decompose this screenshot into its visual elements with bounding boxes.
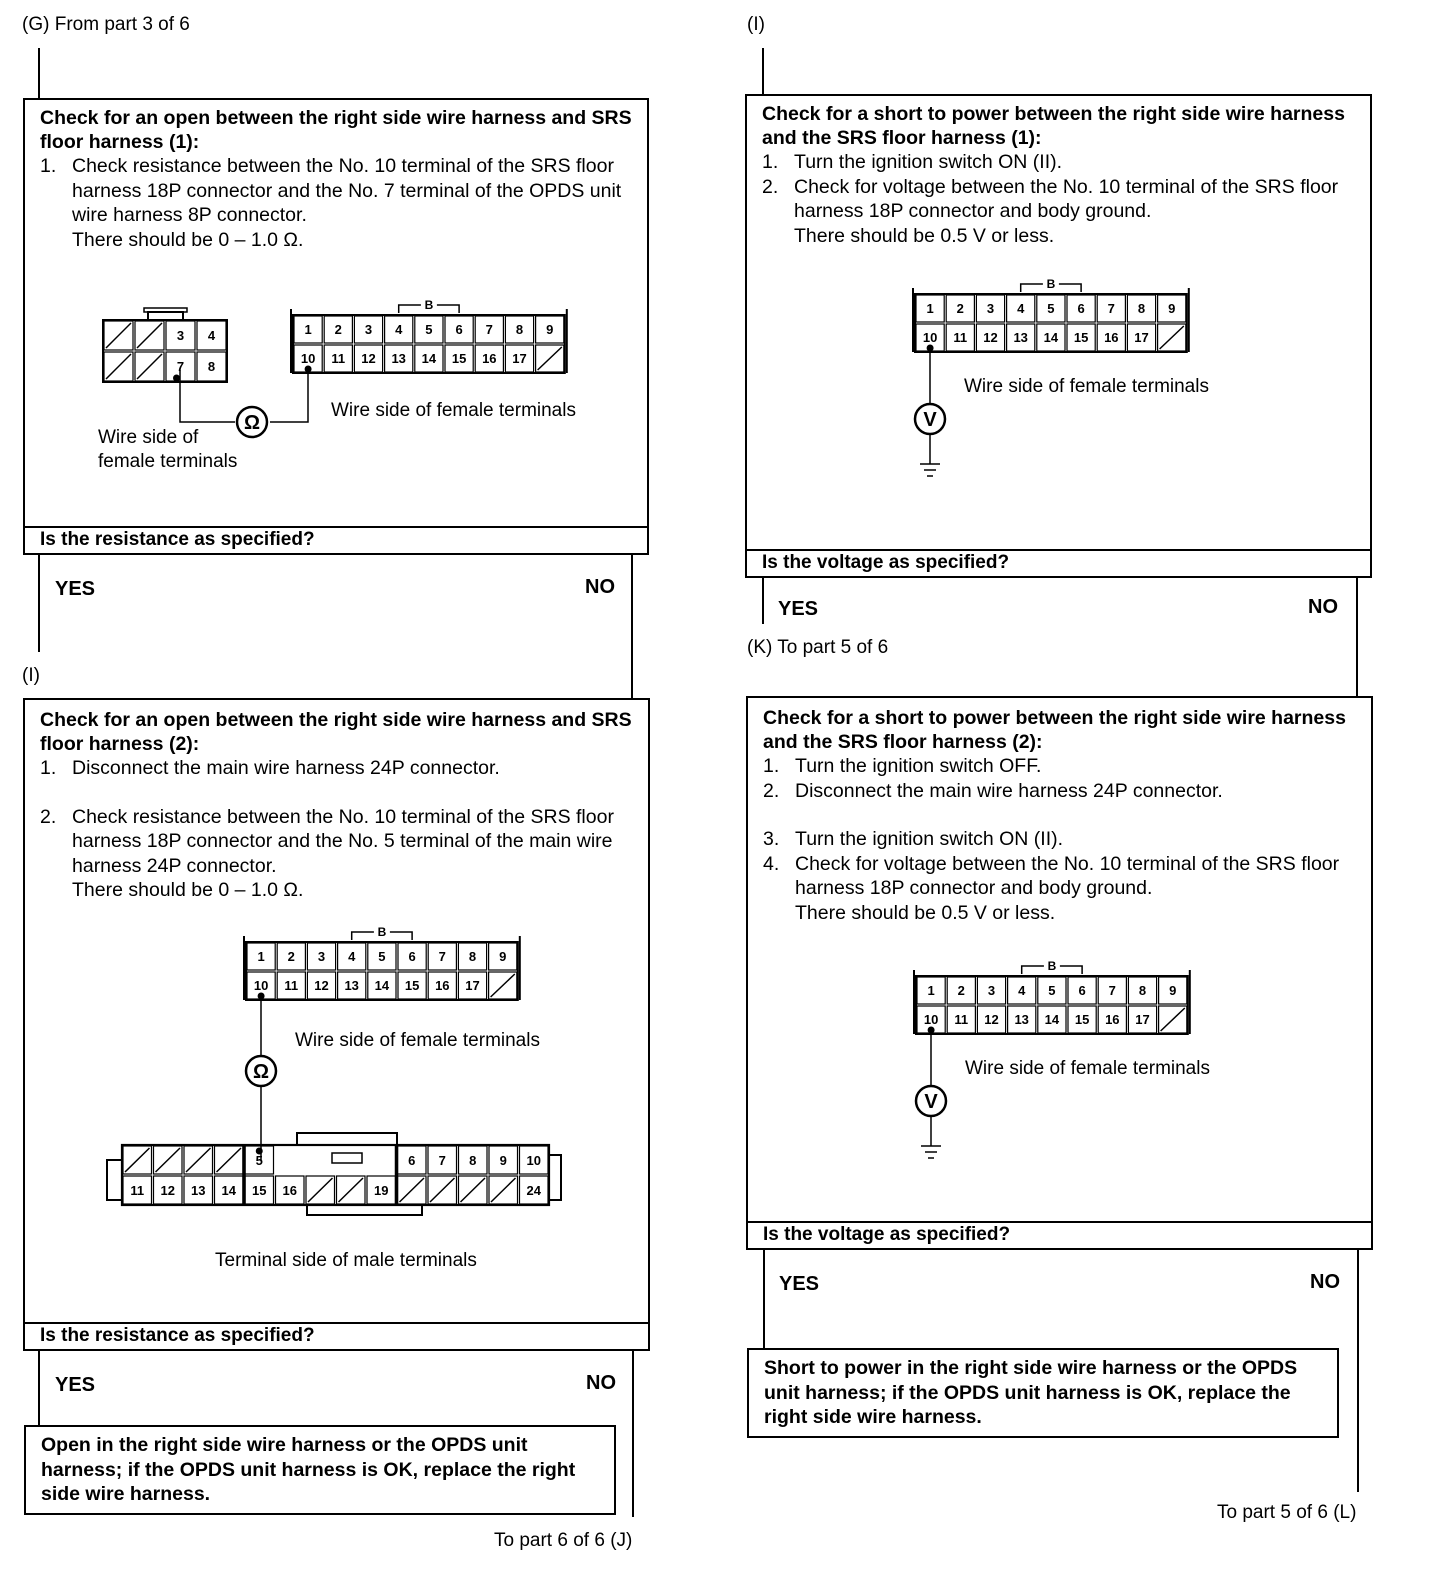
- terminal-number: 19: [374, 1183, 389, 1198]
- terminal-number: 7: [176, 359, 185, 374]
- yes-branch: YES: [778, 598, 819, 620]
- no-branch: NO: [1310, 1271, 1340, 1293]
- terminal-number: 8: [515, 322, 524, 337]
- terminal-number: 8: [469, 1153, 477, 1168]
- flow-line: [1357, 1250, 1359, 1492]
- wire-side-caption: Wire side of female terminals: [295, 1030, 540, 1051]
- step-text: Turn the ignition switch ON (II).: [795, 828, 1064, 850]
- connector-body: [122, 1145, 549, 1205]
- terminal-number: 9: [1169, 983, 1177, 998]
- terminal-number: 8: [207, 359, 216, 374]
- terminal-number: 11: [284, 978, 299, 993]
- terminal-number: 17: [1135, 1012, 1150, 1027]
- terminal-number: 8: [468, 949, 477, 964]
- connector-8p: [103, 308, 227, 382]
- flow-line: [631, 555, 633, 700]
- terminal-number: 9: [499, 949, 507, 964]
- voltage-diagram-2: [748, 698, 1371, 1218]
- yes-branch: YES: [779, 1273, 820, 1295]
- caption-line: Wire side of: [98, 427, 199, 448]
- terminal-number: 12: [361, 351, 376, 366]
- check-box-open-1: [23, 98, 649, 555]
- terminal-number: 3: [987, 983, 996, 998]
- step-number: 3.: [763, 828, 780, 850]
- check-title: Check for a short to power between the right side wire harness and the SRS floor harness (1):: [762, 103, 1345, 149]
- result-box: Short to power in the right side wire harness or the OPDS unit harness; if the OPDS unit harness is OK, replace the right side wire harness.: [747, 1348, 1339, 1438]
- probe-point: [259, 994, 264, 999]
- terminal-number: 13: [191, 1183, 206, 1198]
- terminal-number: 11: [953, 330, 968, 345]
- terminal-number: 7: [438, 1153, 446, 1168]
- terminal-number: 16: [282, 1183, 297, 1198]
- empty-cavity: [491, 1178, 516, 1202]
- step-number: 1.: [40, 155, 57, 177]
- terminal-number: 4: [1018, 983, 1026, 998]
- connector-18p: [914, 958, 1190, 1034]
- flow-line: [763, 1250, 765, 1350]
- terminal-number: 4: [348, 949, 356, 964]
- step-text: Check resistance between the No. 10 terminal of the SRS floor harness 18P connector and the No. 7 terminal of the OPDS unit wire harness 8P connector.: [72, 155, 622, 226]
- terminal-number: 6: [408, 949, 416, 964]
- check-title: Check for an open between the right side wire harness and SRS floor harness (2):: [40, 709, 632, 755]
- spec-text: There should be 0 – 1.0 Ω.: [72, 879, 304, 901]
- step-number: 1.: [762, 151, 779, 173]
- ohm-symbol: Ω: [252, 1061, 270, 1083]
- empty-cavity: [125, 1148, 150, 1172]
- spec-text: There should be 0 – 1.0 Ω.: [72, 228, 304, 251]
- terminal-number: 9: [499, 1153, 507, 1168]
- terminal-number: 13: [391, 351, 406, 366]
- probe-point: [257, 1149, 262, 1154]
- terminal-number: 14: [1043, 330, 1059, 345]
- empty-cavity: [186, 1148, 211, 1172]
- flow-line: [38, 48, 40, 100]
- terminal-number: 7: [1107, 301, 1115, 316]
- terminal-number: 15: [451, 351, 467, 366]
- ground-icon: [921, 1116, 941, 1158]
- terminal-side-caption: Terminal side of male terminals: [215, 1250, 477, 1271]
- terminal-number: 2: [287, 949, 295, 964]
- voltage-diagram-1: [747, 96, 1370, 546]
- entry-label-i: (I): [22, 665, 40, 686]
- terminal-number: 8: [1138, 983, 1147, 998]
- terminal-number: 10: [922, 330, 938, 345]
- empty-cavity: [339, 1178, 364, 1202]
- no-branch: NO: [585, 576, 615, 598]
- empty-cavity: [217, 1148, 242, 1172]
- wire-side-caption: Wire side of female terminals: [331, 400, 576, 421]
- terminal-number: 12: [314, 978, 329, 993]
- probe-point: [929, 1028, 934, 1033]
- step-text: Turn the ignition switch OFF.: [795, 755, 1042, 777]
- terminal-number: 16: [482, 351, 497, 366]
- terminal-number: 2: [956, 301, 964, 316]
- caption-line: female terminals: [98, 451, 238, 472]
- step-text: Check for voltage between the No. 10 terminal of the SRS floor harness 18P connector and body ground.: [794, 175, 1339, 222]
- terminal-number: 13: [1014, 1012, 1029, 1027]
- yes-branch: YES: [55, 1374, 96, 1396]
- spec-text: There should be 0.5 V or less.: [795, 901, 1056, 924]
- empty-cavity: [156, 1148, 181, 1172]
- bracket-label: B: [377, 925, 387, 939]
- question-bar: Is the voltage as specified?: [748, 1221, 1371, 1248]
- terminal-number: 8: [1137, 301, 1146, 316]
- terminal-number: 11: [130, 1183, 145, 1198]
- terminal-number: 12: [160, 1183, 175, 1198]
- terminal-number: 12: [983, 330, 998, 345]
- empty-cavity: [137, 323, 162, 348]
- volt-symbol: V: [924, 1091, 938, 1113]
- terminal-number: 10: [300, 351, 316, 366]
- step-number: 4.: [763, 852, 780, 875]
- empty-cavity: [400, 1178, 425, 1202]
- flow-line: [1356, 578, 1358, 696]
- yes-branch: YES: [55, 578, 96, 600]
- terminal-number: 11: [954, 1012, 969, 1027]
- wire-side-caption: Wire side of female terminals: [964, 376, 1209, 397]
- terminal-number: 1: [304, 322, 312, 337]
- terminal-number: 15: [1074, 1012, 1090, 1027]
- terminal-number: 13: [1013, 330, 1028, 345]
- terminal-number: 10: [526, 1153, 541, 1168]
- terminal-number: 6: [455, 322, 463, 337]
- check-box-open-2: [23, 698, 650, 1351]
- terminal-number: 12: [984, 1012, 999, 1027]
- to-part-5-label: [1217, 1502, 1356, 1524]
- question-bar: Is the resistance as specified?: [25, 526, 647, 553]
- no-branch: NO: [586, 1372, 616, 1394]
- terminal-number: 4: [395, 322, 403, 337]
- terminal-number: 6: [1077, 301, 1085, 316]
- step-text: Check for voltage between the No. 10 terminal of the SRS floor harness 18P connector and body ground.: [795, 852, 1340, 899]
- empty-cavity: [538, 347, 562, 370]
- step-text: Turn the ignition switch ON (II).: [794, 151, 1063, 173]
- terminal-number: 6: [1078, 983, 1086, 998]
- key: [307, 1205, 422, 1215]
- terminal-number: 2: [334, 322, 342, 337]
- empty-cavity: [491, 974, 515, 997]
- flow-line: [38, 555, 40, 652]
- check-box-short-2: [746, 696, 1373, 1250]
- terminal-number: 5: [1048, 983, 1056, 998]
- terminal-number: 4: [1017, 301, 1025, 316]
- probe-point: [928, 346, 933, 351]
- flow-line: [38, 1351, 40, 1426]
- terminal-number: 17: [1134, 330, 1149, 345]
- check-box-short-1: [745, 94, 1372, 578]
- step-number: 1.: [40, 757, 57, 779]
- terminal-number: 17: [512, 351, 527, 366]
- terminal-number: 16: [435, 978, 450, 993]
- from-part-3-label: (G) From part 3 of 6: [22, 14, 190, 35]
- connector-flange: [549, 1155, 561, 1200]
- step-number: 2.: [763, 779, 780, 802]
- terminal-number: 15: [252, 1183, 267, 1198]
- terminal-number: 14: [421, 351, 437, 366]
- terminal-number: 14: [221, 1183, 236, 1198]
- flow-line: [762, 578, 764, 624]
- spec-text: There should be 0.5 V or less.: [794, 224, 1055, 247]
- resistance-diagram-2: [25, 700, 648, 1320]
- to-part-text: To part 5 of 6: [1217, 1502, 1328, 1523]
- terminal-number: 13: [344, 978, 359, 993]
- step-text: Disconnect the main wire harness 24P connector.: [72, 757, 500, 779]
- result-box: Open in the right side wire harness or the OPDS unit harness; if the OPDS unit harness is OK, replace the right side wire harness.: [24, 1425, 616, 1515]
- flow-line: [632, 1351, 634, 1517]
- to-part-tag: (L): [1333, 1502, 1357, 1523]
- connector-18p: [913, 276, 1189, 352]
- empty-cavity: [1161, 1008, 1185, 1031]
- no-branch: NO: [1308, 596, 1338, 618]
- empty-cavity: [106, 323, 131, 348]
- terminal-number: 9: [546, 322, 554, 337]
- connector-18p: [291, 297, 567, 373]
- terminal-number: 4: [207, 328, 216, 343]
- ohm-symbol: Ω: [243, 412, 261, 434]
- to-part-5-label: (K) To part 5 of 6: [747, 637, 889, 658]
- step-number: 2.: [40, 805, 57, 828]
- question-bar: Is the resistance as specified?: [25, 1322, 648, 1349]
- bracket-label: B: [424, 298, 434, 312]
- terminal-number: 16: [1104, 330, 1119, 345]
- probe-point: [174, 376, 179, 381]
- terminal-number: 7: [1108, 983, 1116, 998]
- empty-cavity: [1160, 326, 1184, 349]
- terminal-number: 9: [1168, 301, 1176, 316]
- latch: [297, 1133, 397, 1145]
- terminal-number: 10: [253, 978, 269, 993]
- empty-cavity: [137, 354, 162, 379]
- terminal-number: 7: [485, 322, 493, 337]
- terminal-number: 5: [1047, 301, 1055, 316]
- step-text: Disconnect the main wire harness 24P connector.: [795, 779, 1223, 802]
- bracket-label: B: [1046, 277, 1056, 291]
- terminal-number: 2: [957, 983, 965, 998]
- terminal-number: 3: [364, 322, 373, 337]
- step-text: Check resistance between the No. 10 terminal of the SRS floor harness 18P connector and the No. 5 terminal of the main wire harness 24P connector.: [72, 805, 614, 877]
- to-part-6-label: [494, 1530, 632, 1552]
- terminal-number: 3: [317, 949, 326, 964]
- question-bar: Is the voltage as specified?: [747, 549, 1370, 576]
- terminal-number: 3: [176, 328, 185, 343]
- terminal-number: 1: [257, 949, 265, 964]
- to-part-tag: (J): [610, 1530, 633, 1551]
- connector-flange: [107, 1160, 122, 1200]
- probe-wire: [270, 370, 308, 422]
- terminal-number: 5: [378, 949, 386, 964]
- bracket-label: B: [1047, 959, 1057, 973]
- check-title: Check for an open between the right side wire harness and SRS floor harness (1):: [40, 107, 632, 153]
- empty-cavity: [308, 1178, 333, 1202]
- terminal-number: 16: [1105, 1012, 1120, 1027]
- terminal-number: 3: [986, 301, 995, 316]
- terminal-number: 14: [374, 978, 390, 993]
- terminal-number: 10: [923, 1012, 939, 1027]
- step-number: 1.: [763, 755, 780, 777]
- terminal-number: 15: [1073, 330, 1089, 345]
- ground-icon: [920, 434, 940, 476]
- terminal-number: 7: [438, 949, 446, 964]
- wire-side-caption-8p: [98, 426, 237, 474]
- terminal-number: 15: [404, 978, 420, 993]
- terminal-number: 24: [526, 1183, 541, 1198]
- terminal-number: 11: [331, 351, 346, 366]
- terminal-number: 1: [927, 983, 935, 998]
- terminal-number: 5: [255, 1153, 263, 1168]
- wire-side-caption: Wire side of female terminals: [965, 1058, 1210, 1079]
- check-title: Check for a short to power between the right side wire harness and the SRS floor harness (2):: [763, 707, 1346, 753]
- terminal-number: 6: [408, 1153, 416, 1168]
- step-number: 2.: [762, 175, 779, 198]
- volt-symbol: V: [923, 409, 937, 431]
- terminal-number: 1: [926, 301, 934, 316]
- empty-cavity: [461, 1178, 486, 1202]
- empty-cavity: [106, 354, 131, 379]
- terminal-number: 5: [425, 322, 433, 337]
- to-part-text: To part 6 of 6: [494, 1530, 605, 1551]
- terminal-number: 17: [465, 978, 480, 993]
- terminal-number: 14: [1044, 1012, 1060, 1027]
- latch-top: [144, 308, 187, 312]
- connector-24p: [107, 1133, 561, 1215]
- entry-label-i: (I): [747, 14, 765, 35]
- flow-line: [762, 48, 764, 96]
- empty-cavity: [430, 1178, 455, 1202]
- latch: [148, 312, 183, 320]
- key-slot: [332, 1153, 362, 1163]
- connector-18p: [244, 924, 520, 1000]
